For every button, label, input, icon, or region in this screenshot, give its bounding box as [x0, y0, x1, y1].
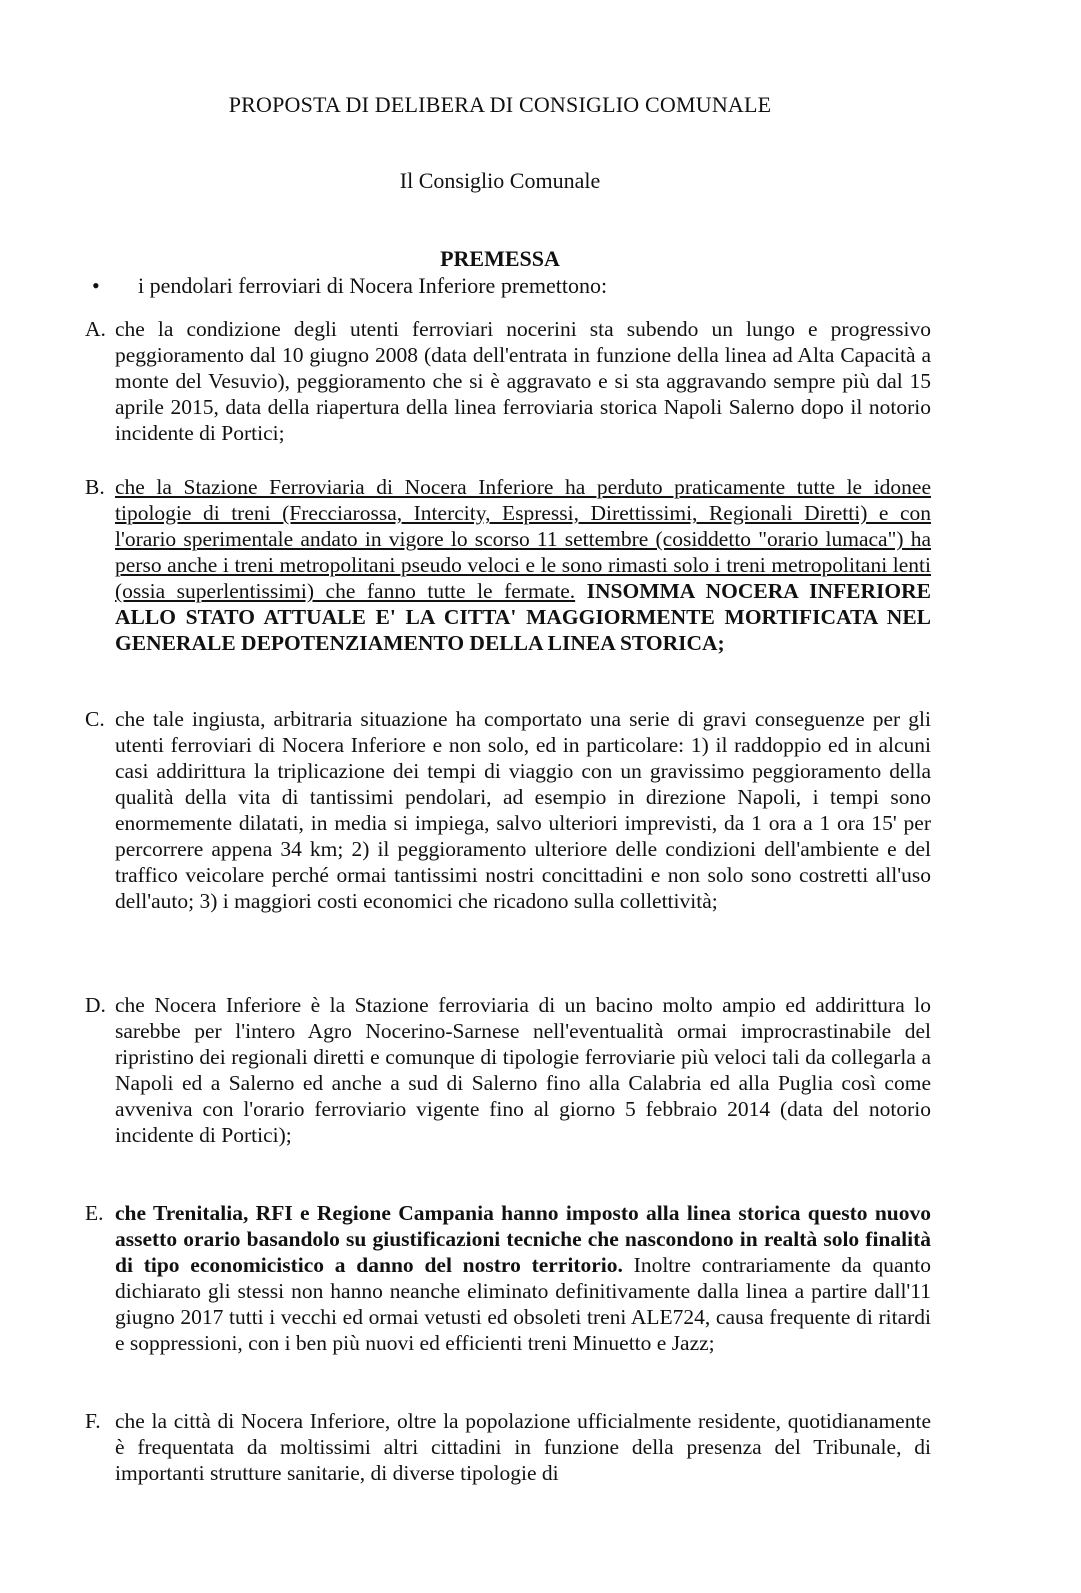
list-item-d: [85, 992, 931, 1148]
list-item-e: [85, 1200, 931, 1356]
item-bold-text: che Trenitalia, RFI e Regione Campania hanno imposto alla linea storica questo nuovo assetto orario basandolo su giustificazioni tecniche che nascondono in realtà solo finalità di tipo economicistico a danno del nostro territorio.: [115, 1201, 931, 1277]
council-heading: Il Consiglio Comunale: [399, 168, 601, 193]
list-item-b: [85, 474, 931, 656]
item-text: che la condizione degli utenti ferroviari nocerini sta subendo un lungo e progressivo peggioramento dal 10 giugno 2008 (data dell'entrata in funzione della linea ad Alta Capacità a monte del Vesuvio), peggioramento che si è aggravato e si sta aggravando sempre più dal 15 aprile 2015, data della riapertura della linea ferroviaria storica Napoli Salerno dopo il notorio incidente di Portici;: [115, 317, 931, 445]
list-item-a: [85, 316, 931, 446]
bullet-line: [92, 273, 607, 299]
list-item-f: [85, 1408, 931, 1486]
item-letter: A.: [85, 317, 106, 341]
list-item-c: [85, 706, 931, 914]
item-text: che la città di Nocera Inferiore, oltre la popolazione ufficialmente residente, quotidianamente è frequentata da moltissimi altri cittadini in funzione della presenza del Tribunale, di importanti strutture sanitarie, di diverse tipologie di: [115, 1409, 931, 1485]
item-underlined-text: che la Stazione Ferroviaria di Nocera Inferiore ha perduto praticamente tutte le idonee tipologie di treni (Frecciarossa, Intercity, Espressi, Direttissimi, Regionali Diretti) e con l'orario sperimentale andato in vigore lo scorso 11 settembre (cosiddetto "orario lumaca") ha perso anche i treni metropolitani pseudo veloci e le sono rimasti solo i treni metropolitani lenti (ossia superlentissimi) che fanno tutte le fermate.: [115, 475, 931, 603]
item-letter: B.: [85, 475, 105, 499]
bullet-icon: •: [92, 273, 100, 298]
bullet-text: i pendolari ferroviari di Nocera Inferiore premettono:: [138, 273, 608, 298]
item-text: che tale ingiusta, arbitraria situazione ha comportato una serie di gravi conseguenze per gli utenti ferroviari di Nocera Inferiore e non solo, ed in particolare: 1) il raddoppio ed in alcuni casi addirittura la triplicazione dei tempi di viaggio con un gravissimo peggioramento della qualità della vita di tantissimi pendolari, ad esempio in direzione Napoli, i tempi sono enormemente dilatati, in media si impiega, salvo ulteriori imprevisti, da 1 ora a 1 ora 15' per percorrere appena 34 km; 2) il peggioramento ulteriore delle condizioni dell'ambiente e del traffico veicolare perché ormai tantissimi nostri concittadini e non solo sono costretti all'uso dell'auto; 3) i maggiori costi economici che ricadono sulla collettività;: [115, 707, 931, 913]
item-text: Inoltre contrariamente da quanto dichiarato gli stessi non hanno neanche eliminato definitivamente dalla linea a partire dall'11 giugno 2017 tutti i vecchi ed ormai vetusti ed obsoleti treni ALE724, causa frequente di ritardi e soppressioni, con i ben più nuovi ed efficienti treni Minuetto e Jazz;: [115, 1253, 931, 1355]
item-letter: F.: [85, 1409, 101, 1433]
section-heading: PREMESSA: [440, 246, 560, 271]
item-text: che Nocera Inferiore è la Stazione ferroviaria di un bacino molto ampio ed addirittura lo sarebbe per l'intero Agro Nocerino-Sarnese nell'eventualità ormai improcrastinabile del ripristino dei regionali diretti e comunque di tipologie ferroviarie più veloci tali da collegarla a Napoli ed a Salerno ed anche a sud di Salerno fino alla Calabria ed alla Puglia così come avveniva con l'orario ferroviario vigente fino al giorno 5 febbraio 2014 (data del notorio incidente di Portici);: [115, 993, 931, 1147]
item-letter: E.: [85, 1201, 104, 1225]
document-title: PROPOSTA DI DELIBERA DI CONSIGLIO COMUNALE: [228, 92, 772, 117]
item-letter: C.: [85, 707, 105, 731]
item-bold-text: INSOMMA NOCERA INFERIORE ALLO STATO ATTUALE E' LA CITTA' MAGGIORMENTE MORTIFICATA NEL GENERALE DEPOTENZIAMENTO DELLA LINEA STORICA;: [115, 579, 931, 655]
item-letter: D.: [85, 993, 106, 1017]
